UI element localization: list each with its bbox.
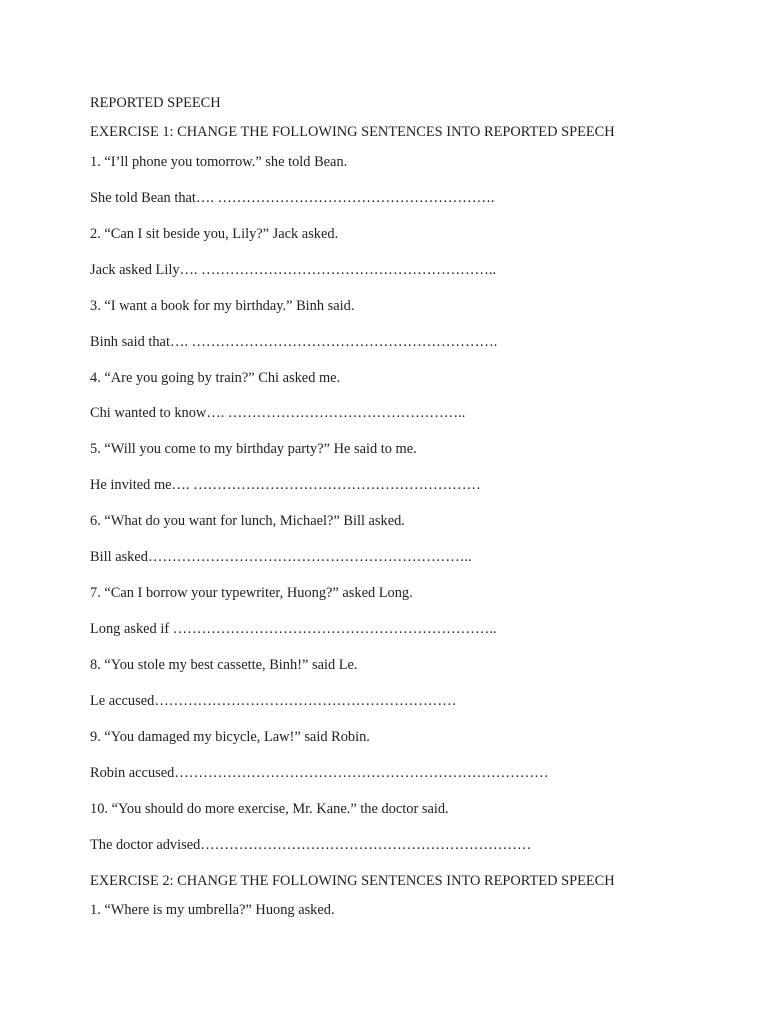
exercise-1-item-9-answer-line: Robin accused…………………………………………………………………… [90, 765, 549, 781]
exercise-2-heading: EXERCISE 2: CHANGE THE FOLLOWING SENTENCES INTO REPORTED SPEECH [90, 873, 615, 889]
exercise-1-item-7-answer-line: Long asked if ………………………………………………………….. [90, 621, 497, 637]
exercise-1-item-1-answer-line: She told Bean that…. …………………………………………………. [90, 190, 495, 206]
exercise-1-item-10-answer-line: The doctor advised…………………………………………………………… [90, 837, 532, 853]
exercise-1-heading: EXERCISE 1: CHANGE THE FOLLOWING SENTENCES INTO REPORTED SPEECH [90, 124, 615, 140]
exercise-1-item-1-prompt: 1. “I’ll phone you tomorrow.” she told Bean. [90, 154, 348, 170]
exercise-1-item-10-prompt: 10. “You should do more exercise, Mr. Kane.” the doctor said. [90, 801, 449, 817]
exercise-1-item-4-answer-line: Chi wanted to know…. ………………………………………….. [90, 405, 466, 421]
exercise-1-item-3-answer-line: Binh said that…. ………………………………………………………. [90, 334, 498, 350]
exercise-1-item-2-prompt: 2. “Can I sit beside you, Lily?” Jack asked. [90, 226, 339, 242]
exercise-1-item-9-prompt: 9. “You damaged my bicycle, Law!” said Robin. [90, 729, 370, 745]
exercise-2-item-1-prompt: 1. “Where is my umbrella?” Huong asked. [90, 902, 335, 918]
exercise-1-item-2-answer-line: Jack asked Lily…. …………………………………………………….. [90, 262, 497, 278]
exercise-1-item-7-prompt: 7. “Can I borrow your typewriter, Huong?” asked Long. [90, 585, 413, 601]
exercise-1-item-8-prompt: 8. “You stole my best cassette, Binh!” said Le. [90, 657, 358, 673]
exercise-1-item-5-prompt: 5. “Will you come to my birthday party?” He said to me. [90, 441, 417, 457]
exercise-1-item-5-answer-line: He invited me…. …………………………………………………… [90, 477, 481, 493]
exercise-1-item-6-answer-line: Bill asked………………………………………………………….. [90, 549, 472, 565]
exercise-1-item-8-answer-line: Le accused……………………………………………………… [90, 693, 457, 709]
document-title: REPORTED SPEECH [90, 95, 221, 111]
exercise-1-item-4-prompt: 4. “Are you going by train?” Chi asked me. [90, 370, 341, 386]
exercise-1-item-3-prompt: 3. “I want a book for my birthday.” Binh said. [90, 298, 355, 314]
exercise-1-item-6-prompt: 6. “What do you want for lunch, Michael?” Bill asked. [90, 513, 405, 529]
